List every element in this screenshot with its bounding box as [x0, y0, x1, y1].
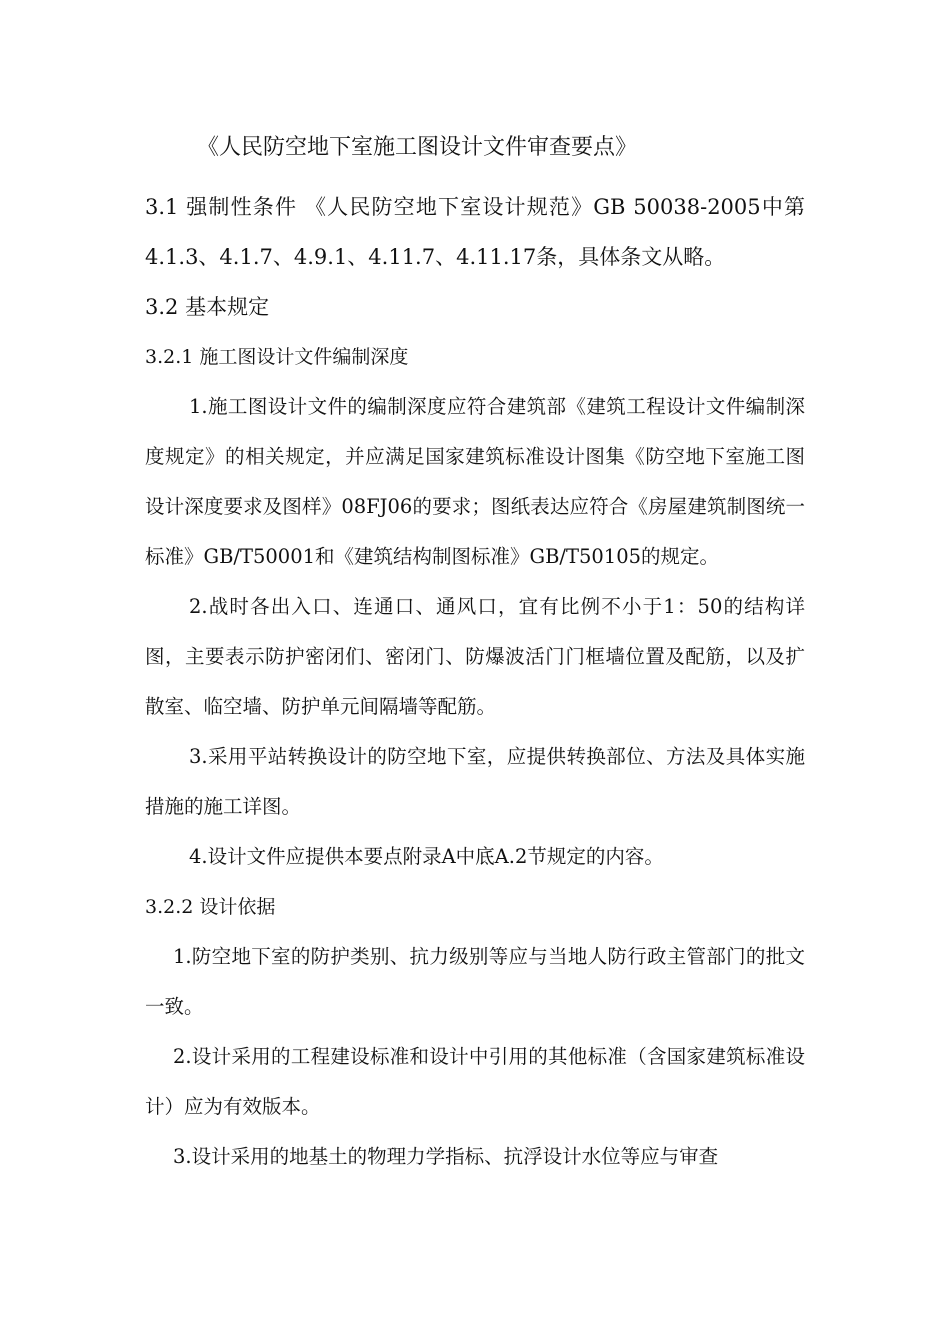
section-3-2-2-item-1: 1.防空地下室的防护类别、抗力级别等应与当地人防行政主管部门的批文一致。: [145, 945, 805, 1018]
section-3-2-2-item-3: 3.设计采用的地基土的物理力学指标、抗浮设计水位等应与审查: [173, 1145, 719, 1168]
section-3-2-2-item-2: 2.设计采用的工程建设标准和设计中引用的其他标准（含国家建筑标准设计）应为有效版本。: [145, 1045, 805, 1118]
section-3-2-1-item-1: 1.施工图设计文件的编制深度应符合建筑部《建筑工程设计文件编制深度规定》的相关规定，并应满足国家建筑标准设计图集《防空地下室施工图设计深度要求及图样》08FJ06的要求；图纸表达应符合《房屋建筑制图统一标准》GB/T50001和《建筑结构制图标准》GB/T50105的规定。: [145, 395, 805, 568]
section-3-2-2-heading: 3.2.2 设计依据: [145, 896, 276, 918]
document-title: 《人民防空地下室施工图设计文件审查要点》: [197, 135, 638, 160]
document-body: [145, 128, 805, 1182]
section-3-2-1-item-2: 2.战时各出入口、连通口、通风口，宜有比例不小于1：50的结构详图，主要表示防护密闭们、密闭门、防爆波活门门框墙位置及配筋，以及扩散室、临空墙、防护单元间隔墙等配筋。: [145, 595, 805, 718]
section-3-1-text: 3.1 强制性条件 《人民防空地下室设计规范》GB 50038-2005中第4.1.3、4.1.7、4.9.1、4.11.7、4.11.17条，具体条文从略。: [145, 195, 805, 269]
section-3-2-1-item-3: 3.采用平站转换设计的防空地下室，应提供转换部位、方法及具体实施措施的施工详图。: [145, 745, 805, 818]
section-3-2-1-item-4: 4.设计文件应提供本要点附录A中底A.2节规定的内容。: [189, 845, 664, 868]
section-3-2-heading: 3.2 基本规定: [145, 295, 270, 319]
section-3-2-1-heading: 3.2.1 施工图设计文件编制深度: [145, 346, 409, 368]
